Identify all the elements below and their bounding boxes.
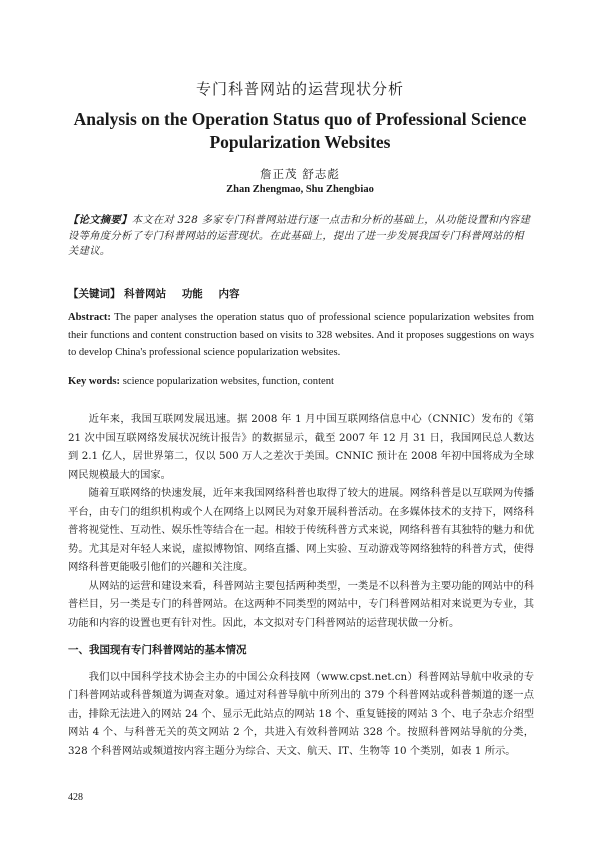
abstract-cn-label: 【论文摘要】 bbox=[68, 214, 132, 226]
keyword-cn: 内容 bbox=[218, 288, 240, 300]
section-heading: 一、我国现有专门科普网站的基本情况 bbox=[68, 644, 247, 656]
abstract-english bbox=[68, 309, 534, 362]
title-chinese: 专门科普网站的运营现状分析 bbox=[195, 80, 404, 98]
paragraph: 近年来，我国互联网发展迅速。据 2008 年 1 月中国互联网络信息中心（CNNIC）发布的《第 21 次中国互联网络发展状况统计报告》的数据显示，截至 2007 年 12 月 31 日，我国网民总人数达到 2.1 亿人，居世界第二，仅以 500 万人之差次于美国。CNNIC 预计在 2008 年初中国将成为全球网民规模最大的国家。 bbox=[68, 413, 534, 481]
body-text bbox=[68, 410, 534, 760]
abstract-en-label: Abstract: bbox=[68, 312, 111, 323]
paragraph: 随着互联网络的快速发展，近年来我国网络科普也取得了较大的进展。网络科普是以互联网为传播平台，由专门的组织机构或个人在网络上以网民为对象开展科普活动。在多媒体技术的支持下，网络科普将视觉性、互动性、娱乐性等结合在一起。相较于传统科普方式来说，网络科普有其独特的魅力和优势。尤其是对年轻人来说，虚拟博物馆、网络直播、网上实验、互动游戏等网络独特的科普方式，使得网络科普更能吸引他们的兴趣和关注度。 bbox=[68, 487, 534, 573]
abstract-chinese bbox=[68, 213, 534, 260]
paragraph: 我们以中国科学技术协会主办的中国公众科技网（www.cpst.net.cn）科普网站导航中收录的专门科普网站或科普频道为调查对象。通过对科普导航中所列出的 379 个科普网站或科普频道的逐一点击，排除无法进入的网站 24 个、显示无此站点的网站 18 个、重复链接的网站 3 个、电子杂志介绍型网站 4 个、与科普无关的英文网站 2 个，共进入有效科普网站 328 个。按照科普网站导航的分类，328 个科普网站或频道按内容主题分为综合、天文、航天、IT、生物等 10 个类别，如表 1 所示。 bbox=[68, 670, 534, 757]
paragraph: 从网站的运营和建设来看，科普网站主要包括两种类型，一类是不以科普为主要功能的网站中的科普栏目，另一类是专门的科普网站。在这两种不同类型的网站中，专门科普网站相对来说更为专业，其功能和内容的设置也更有针对性。因此，本文拟对专门科普网站的运营现状做一分析。 bbox=[68, 579, 534, 629]
page-number: 428 bbox=[68, 792, 83, 803]
keyword-cn: 功能 bbox=[181, 288, 203, 300]
keyword-cn: 科普网站 bbox=[124, 288, 167, 300]
title-english: Analysis on the Operation Status quo of Professional Science Popularization Websites bbox=[73, 109, 527, 152]
keywords-english bbox=[68, 376, 534, 387]
keywords-en-text: science popularization websites, function, content bbox=[122, 376, 334, 387]
keywords-cn-label: 【关键词】 bbox=[68, 288, 121, 300]
keywords-en-label: Key words: bbox=[68, 376, 121, 387]
abstract-cn-text: 本文在对 328 多家专门科普网站进行逐一点击和分析的基础上，从功能设置和内容建设等角度分析了专门科普网站的运营现状。在此基础上，提出了进一步发展我国专门科普网站的相关建议。 bbox=[68, 214, 531, 257]
keywords-chinese bbox=[68, 286, 534, 301]
authors-english: Zhan Zhengmao, Shu Zhengbiao bbox=[226, 184, 374, 195]
authors-chinese: 詹正茂 舒志彪 bbox=[260, 167, 340, 181]
abstract-en-text: The paper analyses the operation status quo of professional science popularization websites from their functions and content construction based on visits to 328 websites. And it proposes suggestions on ways to develop China's professional science popularization websites. bbox=[68, 312, 534, 358]
